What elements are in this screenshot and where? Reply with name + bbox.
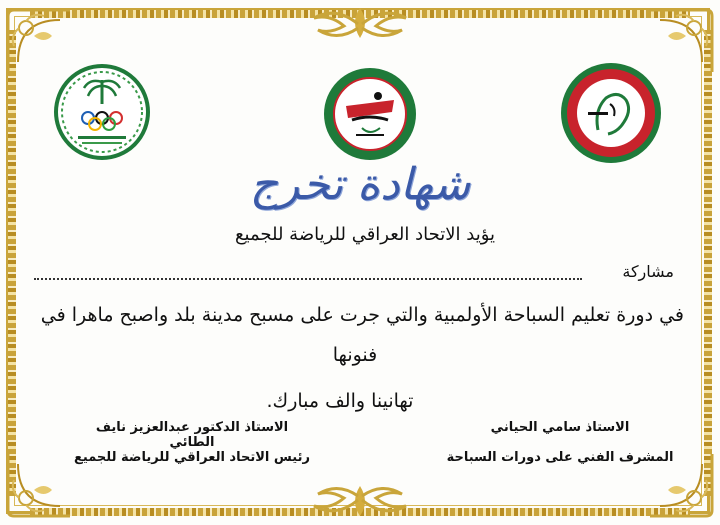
frame-band-left [8,30,16,496]
iraqi-sport-for-all-federation-logo [322,66,418,162]
participant-line [34,262,674,288]
congratulations-text: تهانينا والف مبارك. [266,390,414,412]
certificate-body-line-1: في دورة تعليم السباحة الأولمبية والتي جرت على مسبح مدينة بلد واصبح ماهرا في [40,304,684,326]
signature-right-name: الاستاذ سامي الحياني [490,420,630,435]
iraq-olympic-committee-logo [52,62,152,162]
participant-name-blank [34,278,582,280]
participant-label: مشاركة [622,262,674,281]
certificate-body-line-2: فنونها [332,344,378,366]
ministry-of-youth-and-sport-logo [558,60,664,166]
signature-right-title: المشرف الفني على دورات السباحة [446,450,674,465]
signature-left-name: الاستاذ الدكتور عبدالعزيز نايف الطائي [95,420,289,450]
corner-ornament-icon [4,450,74,520]
certificate-title: شهادة تخرج [249,159,471,210]
bottom-ornament-icon [300,480,420,520]
frame-band-right [704,30,712,496]
signature-left-title: رئيس الاتحاد العراقي للرياضة للجميع [74,450,310,465]
certificate-subtitle: يؤيد الاتحاد العراقي للرياضة للجميع [234,224,496,245]
top-ornament-icon [300,4,420,44]
